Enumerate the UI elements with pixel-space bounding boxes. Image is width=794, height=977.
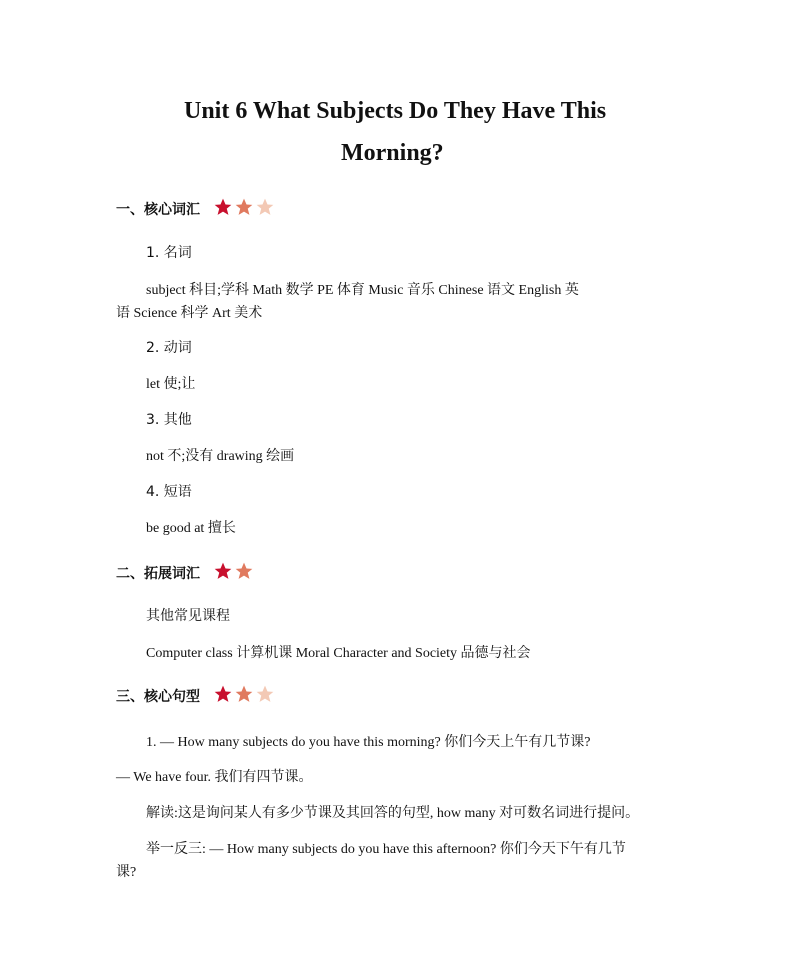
title-line-2: Morning? <box>341 140 444 166</box>
section-label: 一、核心词汇 <box>116 202 200 218</box>
sentence-extension-line-1: 举一反三: — How many subjects do you have this afternoon? 你们今天下午有几节 <box>146 842 626 857</box>
star-mid-icon <box>234 561 254 581</box>
sentence-extension-line-2: 课? <box>116 865 137 880</box>
section-heading-extended-vocab <box>116 561 255 585</box>
rating-stars <box>213 684 276 708</box>
section-heading-core-vocab <box>116 197 276 221</box>
section-label: 二、拓展词汇 <box>116 566 200 582</box>
ext-line: Computer class 计算机课 Moral Character and Society 品德与社会 <box>146 646 531 661</box>
star-mid-icon <box>234 684 254 704</box>
star-mid-icon <box>234 197 254 217</box>
sentence-question: 1. — How many subjects do you have this morning? 你们今天上午有几节课? <box>146 735 591 750</box>
star-full-icon <box>213 684 233 704</box>
vocab-noun-line-1: subject 科目;学科 Math 数学 PE 体育 Music 音乐 Chinese 语文 English 英 <box>146 283 579 298</box>
sentence-explanation: 解读:这是询问某人有多少节课及其回答的句型, how many 对可数名词进行提问。 <box>146 806 640 821</box>
vocab-verb-line: let 使;让 <box>146 377 196 392</box>
vocab-noun-label: 1. 名词 <box>146 245 192 261</box>
star-full-icon <box>213 561 233 581</box>
star-light-icon <box>255 197 275 217</box>
sentence-answer: — We have four. 我们有四节课。 <box>116 770 313 785</box>
rating-stars <box>213 197 276 221</box>
vocab-verb-label: 2. 动词 <box>146 340 192 356</box>
vocab-noun-line-2: 语 Science 科学 Art 美术 <box>116 306 263 321</box>
title-line-1: Unit 6 What Subjects Do They Have This <box>184 98 607 124</box>
vocab-other-label: 3. 其他 <box>146 412 192 428</box>
vocab-phrase-label: 4. 短语 <box>146 484 192 500</box>
star-full-icon <box>213 197 233 217</box>
vocab-phrase-line: be good at 擅长 <box>146 521 236 536</box>
section-heading-core-sentences <box>116 684 276 708</box>
ext-label: 其他常见课程 <box>146 608 230 624</box>
rating-stars <box>213 561 255 585</box>
vocab-other-line: not 不;没有 drawing 绘画 <box>146 449 295 464</box>
star-light-icon <box>255 684 275 704</box>
section-label: 三、核心句型 <box>116 689 200 705</box>
